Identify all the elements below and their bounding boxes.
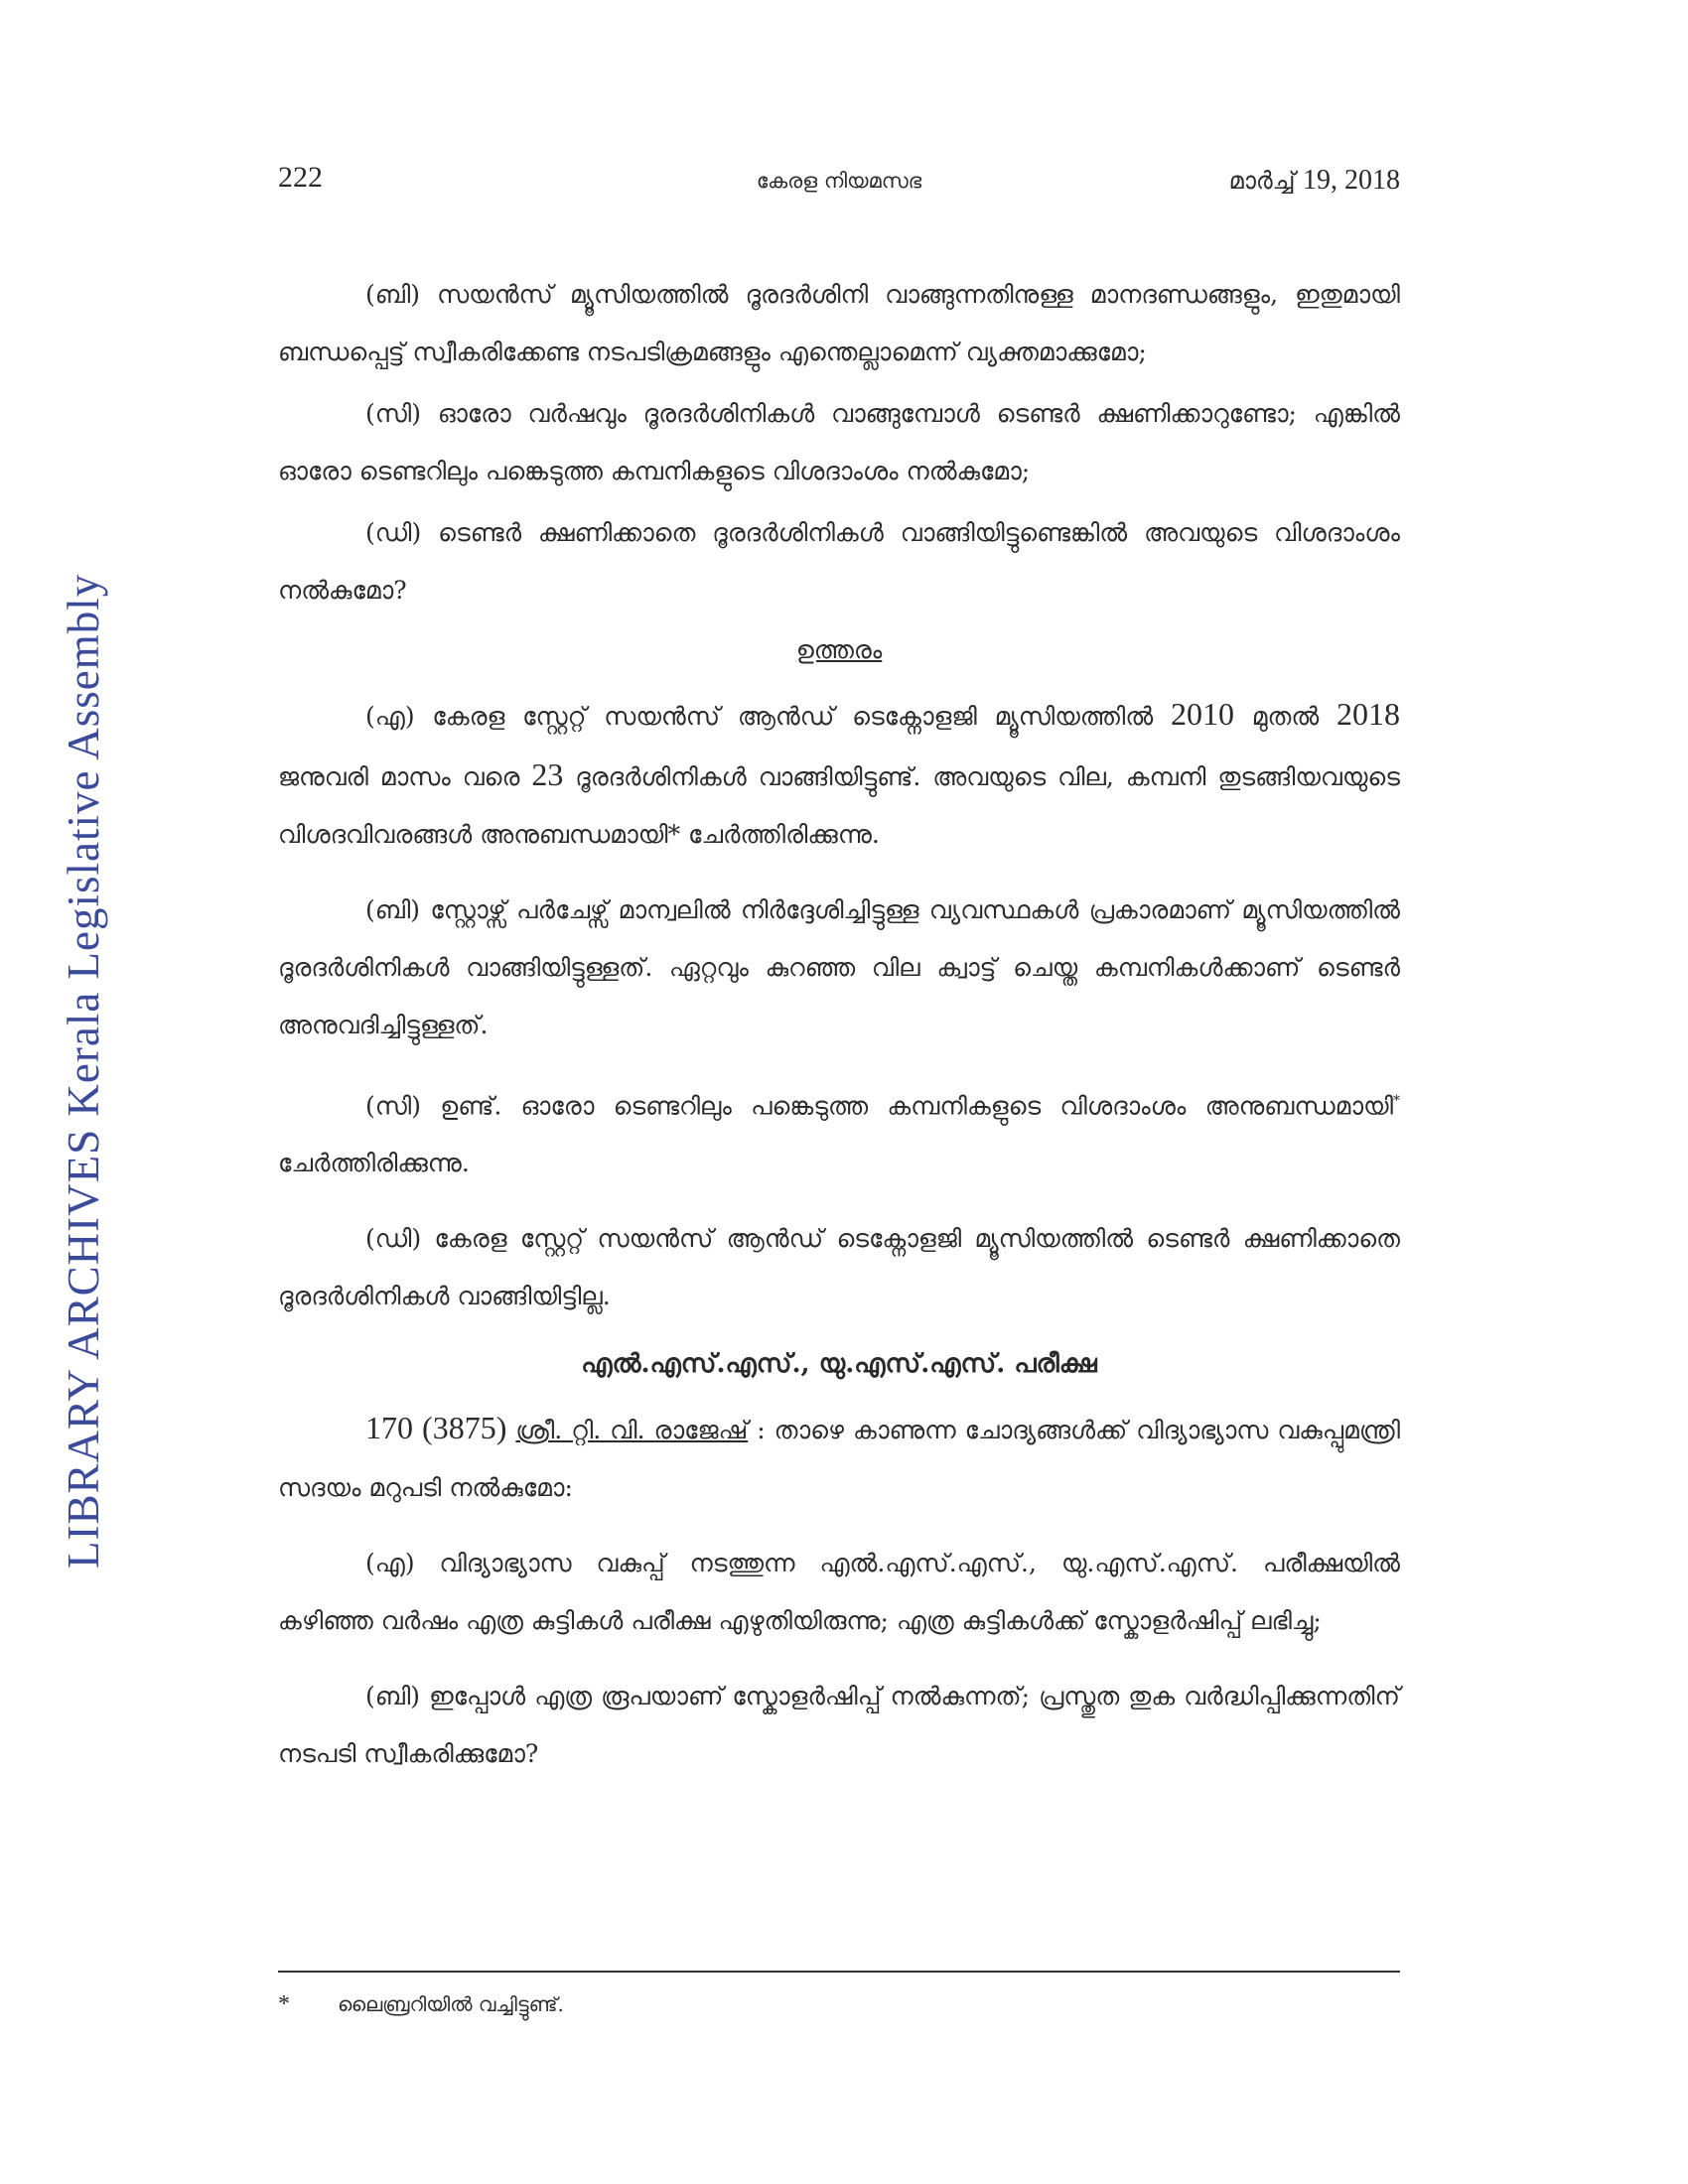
question-number: 170 (3875) xyxy=(365,1410,507,1446)
answer-c-tail: ചേർത്തിരിക്കുന്നു. xyxy=(278,1149,470,1178)
answer-a-year1: 2010 xyxy=(1170,696,1234,732)
answer-c xyxy=(278,1072,1400,1192)
answer-a-count: 23 xyxy=(531,756,564,792)
section-title: എൽ.എസ്.എസ്., യു.എസ്.എസ്. പരീക്ഷ xyxy=(581,1349,1097,1380)
answer-a-part3: ജനുവരി മാസം വരെ xyxy=(278,762,532,791)
date-day-year: 19, 2018 xyxy=(1303,165,1400,196)
section-question-a: (എ) വിദ്യാഭ്യാസ വകുപ്പ് നടത്തുന്ന എൽ.എസ്.എസ്., യു.എസ്.എസ്. പരീക്ഷയിൽ കഴിഞ്ഞ വർഷം എത്ര കുട്ടികൾ പരീക്ഷ എഴുതിയിരുന്നു; എത്ര കുട്ടികൾക്ക് സ്കോളർഷിപ്പ് ലഭിച്ചു; xyxy=(278,1549,1400,1636)
question-c: (സി) ഓരോ വർഷവും ദൂരദർശിനികൾ വാങ്ങുമ്പോൾ ടെണ്ടർ ക്ഷണിക്കാറുണ്ടോ; എങ്കിൽ ഓരോ ടെണ്ടറിലും പങ്കെടുത്ത കമ്പനികളുടെ വിശദാംശം നൽകുമോ; xyxy=(278,399,1400,485)
question-intro-text: : താഴെ കാണുന്ന ചോദ്യങ്ങൾക്ക് വിദ്യാഭ്യാസ വകുപ്പുമന്ത്രി സദയം മറുപടി നൽകുമോ: xyxy=(278,1416,1401,1503)
footnote xyxy=(278,1991,564,2018)
header-date xyxy=(1229,165,1400,197)
member-name: ശ്രീ. റ്റി. വി. രാജേഷ് xyxy=(515,1416,749,1445)
watermark: LIBRARY ARCHIVES Kerala Legislative Assembly xyxy=(59,573,108,1569)
page-header xyxy=(278,161,1400,201)
answer-a-part1: (എ) കേരള സ്റ്റേറ്റ് സയൻസ് ആൻഡ് ടെക്നോളജി മ്യൂസിയത്തിൽ xyxy=(365,702,1171,731)
question-b: (ബി) സയൻസ് മ്യൂസിയത്തിൽ ദൂരദർശിനി വാങ്ങുന്നതിനുള്ള മാനദണ്ഡങ്ങളും, ഇതുമായി ബന്ധപ്പെട്ട് സ്വീകരിക്കേണ്ട നടപടിക്രമങ്ങളും എന്തെല്ലാമെന്ന് വ്യക്തമാക്കുമോ; xyxy=(278,280,1400,366)
section-question-b: (ബി) ഇപ്പോൾ എത്ര രൂപയാണ് സ്കോളർഷിപ്പ് നൽകുന്നത്; പ്രസ്തുത തുക വർദ്ധിപ്പിക്കുന്നതിന് നടപടി സ്വീകരിക്കുമോ? xyxy=(278,1682,1400,1769)
question-d: (ഡി) ടെണ്ടർ ക്ഷണിക്കാതെ ദൂരദർശിനികൾ വാങ്ങിയിട്ടുണ്ടെങ്കിൽ അവയുടെ വിശദാംശം നൽകുമോ? xyxy=(278,518,1400,605)
answer-a-year2: 2018 xyxy=(1336,696,1400,732)
answer-a-part2: മുതൽ xyxy=(1233,702,1336,731)
answer-heading-text: ഉത്തരം xyxy=(795,635,883,664)
footnote-mark: * xyxy=(278,1991,290,2017)
answer-a-part4: ദൂരദർശിനികൾ വാങ്ങിയിട്ടുണ്ട്. അവയുടെ വില, കമ്പനി തുടങ്ങിയവയുടെ വിശദവിവരങ്ങൾ അനുബന്ധമായി* ചേർത്തിരിക്കുന്നു. xyxy=(278,762,1400,849)
answer-d: (ഡി) കേരള സ്റ്റേറ്റ് സയൻസ് ആൻഡ് ടെക്നോളജി മ്യൂസിയത്തിൽ ടെണ്ടർ ക്ഷണിക്കാതെ ദൂരദർശിനികൾ വാങ്ങിയിട്ടില്ല. xyxy=(278,1224,1400,1311)
answer-c-mark: * xyxy=(1393,1093,1400,1109)
running-title: കേരള നിയമസഭ xyxy=(756,169,922,193)
answer-heading xyxy=(278,625,1400,675)
date-month: മാർച്ച് xyxy=(1228,167,1303,195)
page-number: 222 xyxy=(278,161,323,194)
footnote-divider xyxy=(278,1971,1400,1973)
answer-a xyxy=(278,685,1400,864)
answer-c-text: (സി) ഉണ്ട്. ഓരോ ടെണ്ടറിലും പങ്കെടുത്ത കമ്പനികളുടെ വിശദാംശം അനുബന്ധമായി xyxy=(365,1091,1393,1121)
question-intro xyxy=(278,1399,1400,1517)
footnote-text: ലൈബ്രറിയിൽ വച്ചിട്ടുണ്ട്. xyxy=(338,1992,564,2016)
answer-b: (ബി) സ്റ്റോഴ്സ് പർചേഴ്സ് മാന്വലിൽ നിർദ്ദേശിച്ചിട്ടുള്ള വ്യവസ്ഥകൾ പ്രകാരമാണ് മ്യൂസിയത്തിൽ ദൂരദർശിനികൾ വാങ്ങിയിട്ടുള്ളത്. ഏറ്റവും കുറഞ്ഞ വില ക്വാട്ട് ചെയ്ത കമ്പനികൾക്കാണ് ടെണ്ടർ അനുവദിച്ചിട്ടുള്ളത്. xyxy=(278,895,1400,1039)
page-body xyxy=(278,266,1400,1787)
